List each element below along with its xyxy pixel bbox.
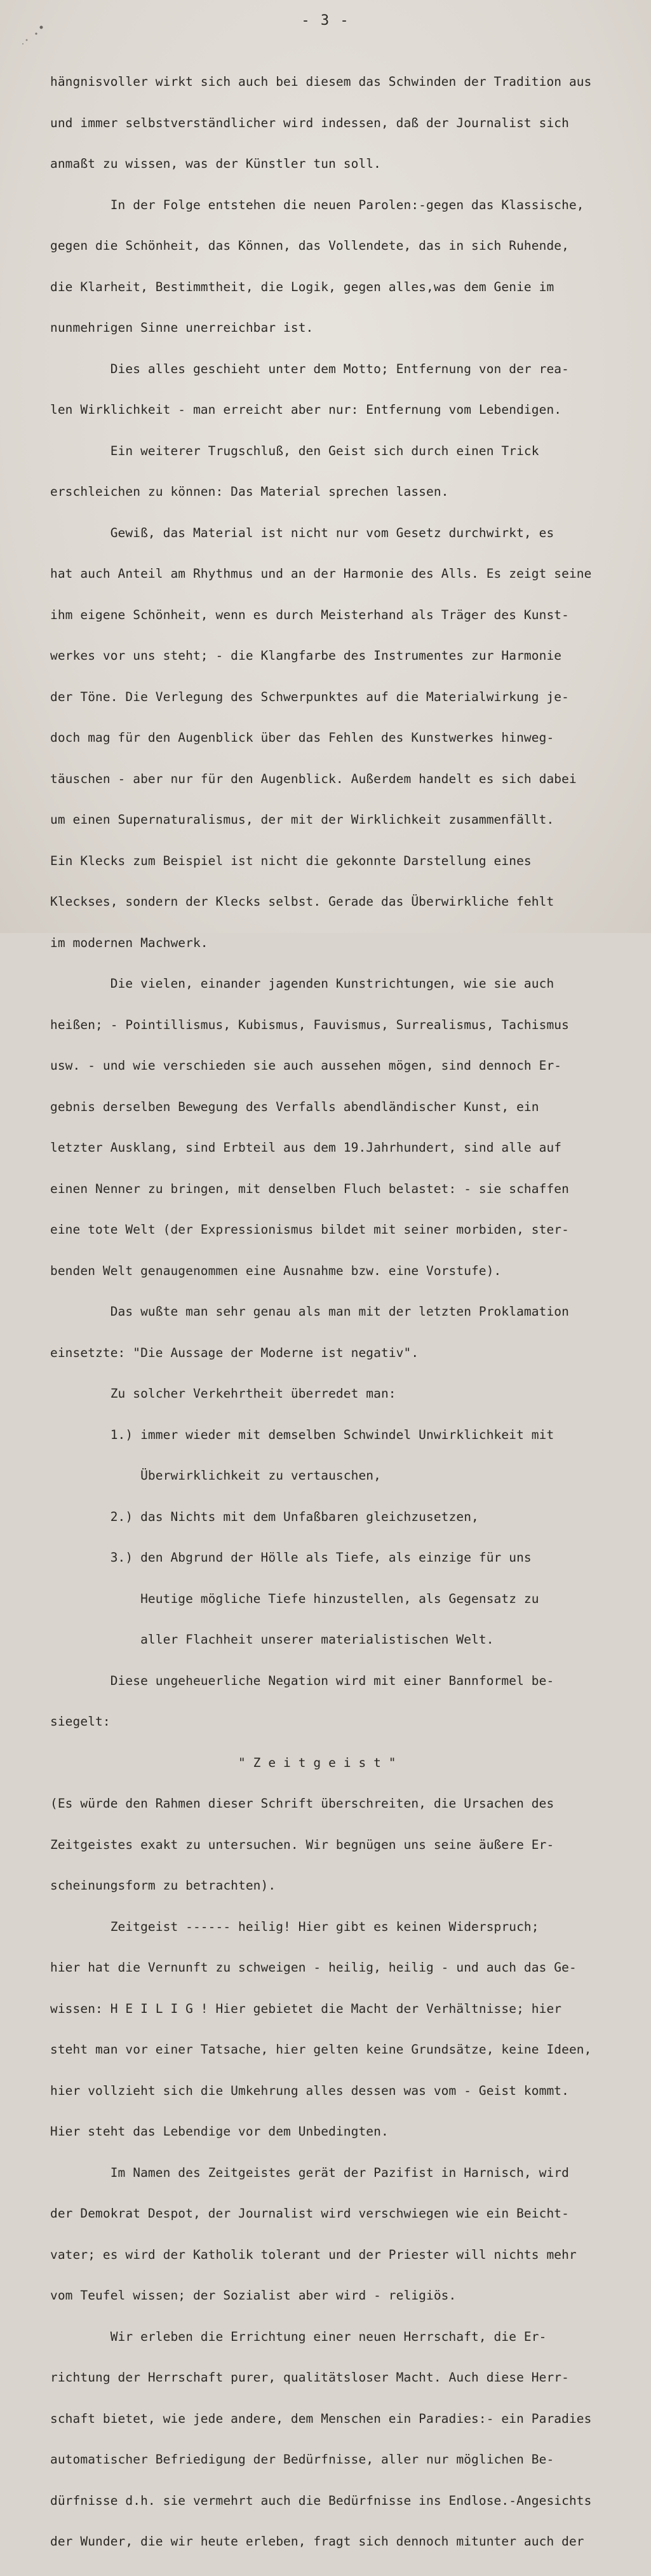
text-line: der Demokrat Despot, der Journalist wird verschwiegen wie ein Beicht- xyxy=(50,2206,569,2221)
text-line: gegen die Schönheit, das Können, das Vollendete, das in sich Ruhende, xyxy=(50,238,569,253)
text-line: usw. - und wie verschieden sie auch aussehen mögen, sind dennoch Er- xyxy=(50,1058,562,1073)
text-line: täuschen - aber nur für den Augenblick. Außerdem handelt es sich dabei xyxy=(50,771,577,786)
text-line: schaft bietet, wie jede andere, dem Menschen ein Paradies:- ein Paradies xyxy=(50,2411,592,2426)
text-line: Dies alles geschieht unter dem Motto; Entfernung von der rea- xyxy=(50,361,569,376)
text-line: hängnisvoller wirkt sich auch bei diesem das Schwinden der Tradition aus xyxy=(50,74,592,89)
typed-text-body xyxy=(50,48,650,2576)
text-line: im modernen Machwerk. xyxy=(50,935,208,950)
text-line: Kleckses, sondern der Klecks selbst. Gerade das Überwirkliche fehlt xyxy=(50,894,554,909)
text-line: Das wußte man sehr genau als man mit der letzten Proklamation xyxy=(50,1304,569,1319)
text-line: die Klarheit, Bestimmtheit, die Logik, gegen alles,was dem Genie im xyxy=(50,279,554,294)
text-line: der Wunder, die wir heute erleben, fragt sich dennoch mitunter auch der xyxy=(50,2534,584,2549)
text-line: Ein Klecks zum Beispiel ist nicht die gekonnte Darstellung eines xyxy=(50,853,532,868)
text-line: ihm eigene Schönheit, wenn es durch Meisterhand als Träger des Kunst- xyxy=(50,607,569,622)
text-line: einen Nenner zu bringen, mit denselben Fluch belastet: - sie schaffen xyxy=(50,1181,569,1196)
text-line: erschleichen zu können: Das Material sprechen lassen. xyxy=(50,484,449,499)
text-line: Im Namen des Zeitgeistes gerät der Pazifist in Harnisch, wird xyxy=(50,2165,569,2180)
text-line: automatischer Befriedigung der Bedürfnisse, aller nur möglichen Be- xyxy=(50,2452,554,2467)
text-line: Gewiß, das Material ist nicht nur vom Gesetz durchwirkt, es xyxy=(50,525,554,540)
text-line: der Töne. Die Verlegung des Schwerpunktes auf die Materialwirkung je- xyxy=(50,689,569,704)
list-item-line: 2.) das Nichts mit dem Unfaßbaren gleichzusetzen, xyxy=(50,1509,479,1524)
text-line: eine tote Welt (der Expressionismus bildet mit seiner morbiden, ster- xyxy=(50,1222,569,1237)
list-item-line: 1.) immer wieder mit demselben Schwindel Unwirklichkeit mit xyxy=(50,1427,554,1442)
text-line: Zu solcher Verkehrtheit überredet man: xyxy=(50,1386,396,1401)
text-line: benden Welt genaugenommen eine Ausnahme bzw. eine Vorstufe). xyxy=(50,1263,502,1278)
page-number: - 3 - xyxy=(301,13,350,29)
text-line: hat auch Anteil am Rhythmus und an der Harmonie des Alls. Es zeigt seine xyxy=(50,566,592,581)
text-line: Die vielen, einander jagenden Kunstrichtungen, wie sie auch xyxy=(50,976,554,991)
text-line: Ein weiterer Trugschluß, den Geist sich durch einen Trick xyxy=(50,443,539,458)
text-line: gebnis derselben Bewegung des Verfalls abendländischer Kunst, ein xyxy=(50,1099,539,1114)
text-line: nunmehrigen Sinne unerreichbar ist. xyxy=(50,320,314,335)
text-line: Wir erleben die Errichtung einer neuen Herrschaft, die Er- xyxy=(50,2329,547,2344)
list-item-line: aller Flachheit unserer materialistischen Welt. xyxy=(50,1632,494,1647)
text-line: wissen: H E I L I G ! Hier gebietet die Macht der Verhältnisse; hier xyxy=(50,2001,562,2016)
text-line: vom Teufel wissen; der Sozialist aber wird - religiös. xyxy=(50,2288,457,2303)
text-line: dürfnisse d.h. sie vermehrt auch die Bedürfnisse ins Endlose.-Angesichts xyxy=(50,2493,592,2508)
text-line: Hier steht das Lebendige vor dem Unbedingten. xyxy=(50,2124,389,2139)
text-line: Zeitgeist ------ heilig! Hier gibt es keinen Widerspruch; xyxy=(50,1919,539,1934)
text-line: um einen Supernaturalismus, der mit der Wirklichkeit zusammenfällt. xyxy=(50,812,554,827)
text-line: doch mag für den Augenblick über das Fehlen des Kunstwerkes hinweg- xyxy=(50,730,554,745)
text-line: hier vollzieht sich die Umkehrung alles dessen was vom - Geist kommt. xyxy=(50,2083,569,2098)
text-line: letzter Ausklang, sind Erbteil aus dem 19.Jahrhundert, sind alle auf xyxy=(50,1140,562,1155)
text-line: werkes vor uns steht; - die Klangfarbe des Instrumentes zur Harmonie xyxy=(50,648,562,663)
text-line: Zeitgeistes exakt zu untersuchen. Wir begnügen uns seine äußere Er- xyxy=(50,1837,554,1852)
text-line: und immer selbstverständlicher wird indessen, daß der Journalist sich xyxy=(50,115,569,130)
list-item-line: Heutige mögliche Tiefe hinzustellen, als Gegensatz zu xyxy=(50,1591,539,1606)
text-line: In der Folge entstehen die neuen Parolen:-gegen das Klassische, xyxy=(50,197,584,212)
text-line: richtung der Herrschaft purer, qualitätsloser Macht. Auch diese Herr- xyxy=(50,2370,569,2385)
list-item-line: 3.) den Abgrund der Hölle als Tiefe, als einzige für uns xyxy=(50,1550,532,1565)
text-line: heißen; - Pointillismus, Kubismus, Fauvismus, Surrealismus, Tachismus xyxy=(50,1017,569,1032)
text-line: siegelt: xyxy=(50,1714,111,1729)
text-line: steht man vor einer Tatsache, hier gelten keine Grundsätze, keine Ideen, xyxy=(50,2042,592,2057)
text-line: scheinungsform zu betrachten). xyxy=(50,1878,276,1893)
text-line: len Wirklichkeit - man erreicht aber nur: Entfernung vom Lebendigen. xyxy=(50,402,562,417)
list-item-line: Überwirklichkeit zu vertauschen, xyxy=(50,1468,381,1483)
text-line: vater; es wird der Katholik tolerant und der Priester will nichts mehr xyxy=(50,2247,577,2262)
text-line: anmaßt zu wissen, was der Künstler tun soll. xyxy=(50,156,381,171)
text-line: einsetzte: "Die Aussage der Moderne ist negativ". xyxy=(50,1345,419,1360)
spaced-heading-line: " Z e i t g e i s t " xyxy=(50,1755,396,1770)
text-line: hier hat die Vernunft zu schweigen - heilig, heilig - und auch das Ge- xyxy=(50,1960,577,1975)
text-line: (Es würde den Rahmen dieser Schrift überschreiten, die Ursachen des xyxy=(50,1796,554,1811)
text-line: Diese ungeheuerliche Negation wird mit einer Bannformel be- xyxy=(50,1673,554,1688)
